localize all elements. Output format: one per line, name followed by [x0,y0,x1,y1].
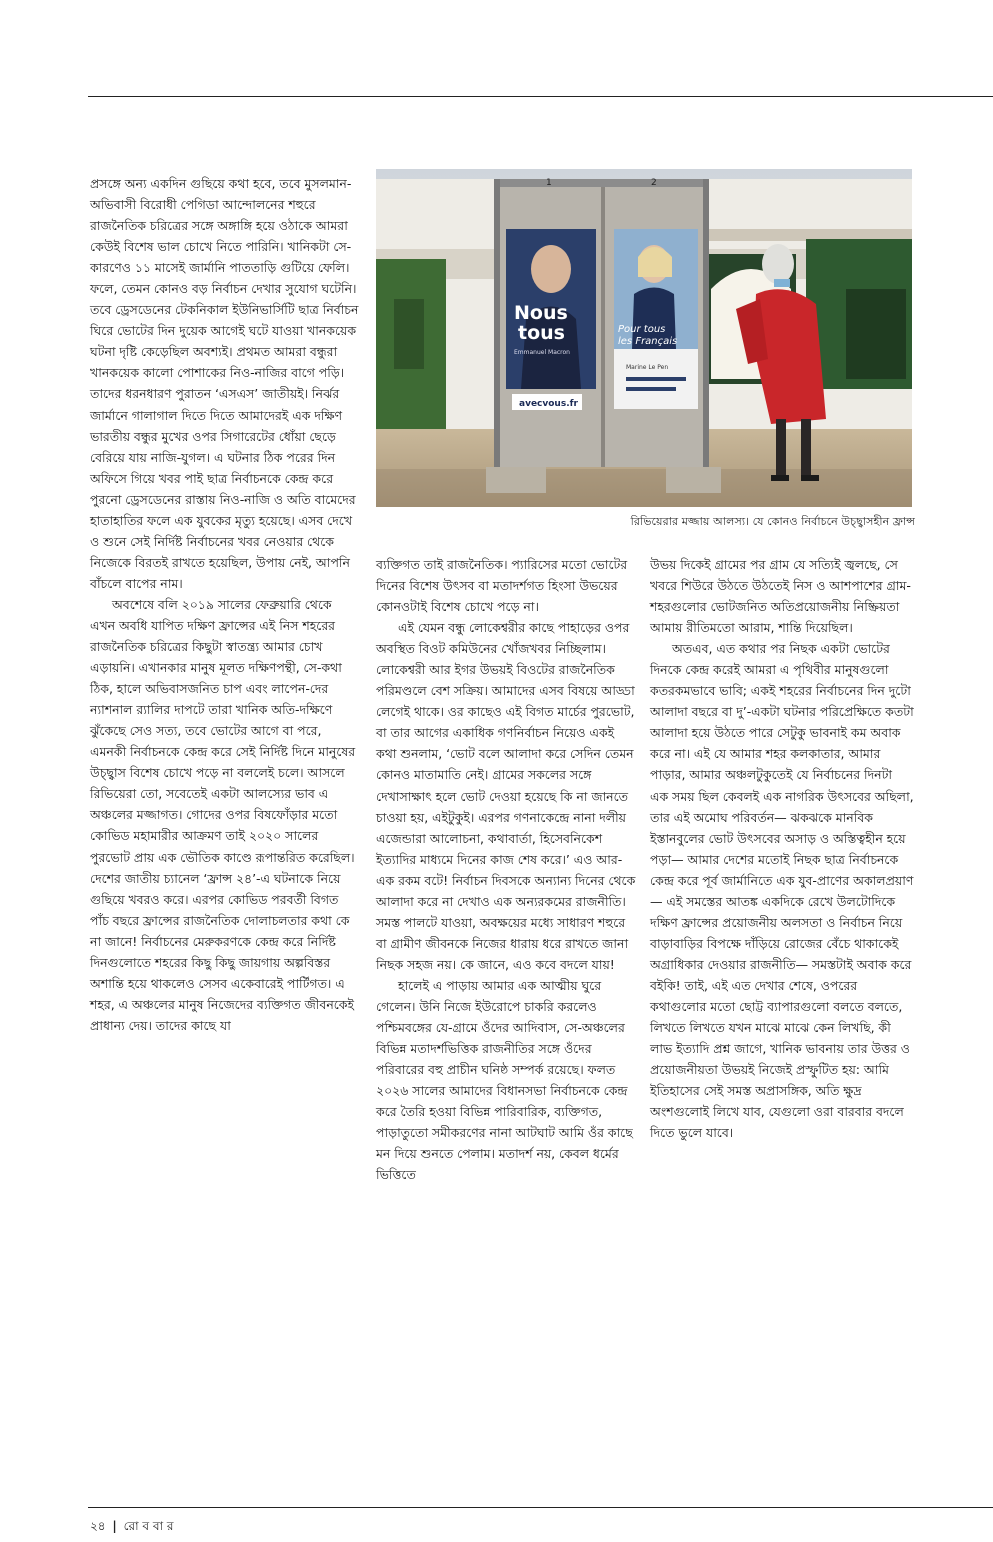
poster-right-slogan-line2: les Français [618,336,678,347]
publication-name: রো ব বা র [123,1519,174,1533]
footer-separator: | [112,1519,117,1533]
poster-slogan-line2: tous [518,322,565,344]
paragraph: এই যেমন বন্ধু লোকেশ্বরীর কাছে পাহাড়ের ওপর অবস্থিত বিওট কমিউনের খোঁজখবর নিচ্ছিলাম। লোকেশ্বরী আর ইগর উভয়ই বিওটের রাজনৈতিক পরিমণ্ডলে বেশ সক্রিয়। আমাদের এসব বিষয়ে আড্ডা লেগেই থাকে। ওর কাছেও এই বিগত মার্চের পুরভোট, বা তার আগের একাধিক গণনির্বাচন নিয়েও একই কথা শুনলাম, ‘ভোট বলে আলাদা করে সেদিন তেমন কোনও মাতামাতি নেই। গ্রামের সকলের সঙ্গে দেখাসাক্ষাৎ হলে ভোট দেওয়া হয়েছে কি না জানতে চাওয়া হয়, এইটুকুই। এরপর গণনাকেন্দ্রে নানা দলীয় এজেন্ডারা আলোচনা, কথাবার্তা, হিসেবনিকেশ ইত্যাদির মাধ্যমে দিনের কাজ শেষ করে।’ এও আর-এক রকম বটে! নির্বাচন দিবসকে অন্যান্য দিনের থেকে আলাদা করে না দেখাও এক অন্যরকমের রাজনীতি। সমস্ত পালটে যাওয়া, অবক্ষয়ের মধ্যে সাধারণ শহুরে বা গ্রামীণ জীবনকে নিজের ধারায় ধরে রাখতে জানা নিছক সহজ নয়। কে জানে, এও কবে বদলে যায়! [376,620,636,972]
paragraph: অতএব, এত কথার পর নিছক একটা ভোটের দিনকে কেন্দ্র করেই আমরা এ পৃথিবীর মানুষগুলো কতরকমভাবে ভাবি; একই শহরের নির্বাচনের দিন দুটো আলাদা বছরে বা দু’-একটা ঘটনার পরিপ্রেক্ষিতে কতটা আলাদা হয়ে উঠতে পারে সেটুকু ভাবনাই কম অবাক করে না। এই যে আমার শহর কলকাতার, আমার পাড়ার, আমার অঞ্চলটুকুতেই যে নির্বাচনের দিনটা এক সময় ছিল কেবলই এক নাগরিক উৎসবের অছিলা, তার এই অমোঘ পরিবর্তন— ঝকঝকে মানবিক ইস্তানবুলের ভোট উৎসবের অসাড় ও অস্তিত্বহীন হয়ে পড়া— আমার দেশের মতোই নিছক ছাত্র নির্বাচনকে কেন্দ্র করে পূর্ব জার্মানিতে এক যুব-প্রাণের অকালপ্রয়াণ— এই সমস্তের আতঙ্ক একদিকে রেখে উলটোদিকে দক্ষিণ ফ্রান্সের প্রয়োজনীয় অলসতা ও নির্বাচন নিয়ে বাড়াবাড়ির বিপক্ষে দাঁড়িয়ে রোজের বেঁচে থাকাকেই অগ্রাধিকার দেওয়ার রাজনীতি— সমস্তটাই অবাক করে বইকি! তাই, এই এত দেখার শেষে, ওপরের কথাগুলোর মতো ছোট্ট ব্যাপারগুলো বলতে বলতে, লিখতে লিখতে যখন মাঝে মাঝে কেন লিখছি, কী লাভ ইত্যাদি প্রশ্ন জাগে, খানিক ভাবনায় তার উত্তর ও প্রয়োজনীয়তা উভয়ই নিজেই প্রস্ফুটিত হয়: আমি ইতিহাসের সেই সমস্ত অপ্রাসঙ্গিক, অতি ক্ষুদ্র অংশগুলোই লিখে যাব, যেগুলো ওরা বারবার বদলে দিতে ভুলে যাবে। [650,641,914,1141]
article-column-1 [90,173,360,1036]
poster-right-slogan-line1: Pour tous [618,324,666,335]
paragraph: উভয় দিকেই গ্রামের পর গ্রাম যে সত্যিই জ্বলছে, সে খবরে শিউরে উঠতে উঠতেই নিস ও আশপাশের গ্রাম-শহরগুলোর ভোটজনিত অতিপ্রয়োজনীয় নিষ্ক্রিয়তা আমায় রীতিমতো আরাম, শান্তি দিয়েছিল। [650,557,911,636]
paragraph: ব্যক্তিগত তাই রাজনৈতিক। প্যারিসের মতো ভোটের দিনের বিশেষ উৎসব বা মতাদর্শগত হিংসা উভয়ের কোনওটাই বিশেষ চোখে পড়ে না। [376,557,628,615]
article-photo [376,169,912,507]
page-number: ২৪ [90,1519,106,1533]
paragraph: অবশেষে বলি ২০১৯ সালের ফেব্রুয়ারি থেকে এখন অবধি যাপিত দক্ষিণ ফ্রান্সের এই নিস শহরের রাজনৈতিক চরিত্রের কিছুটা স্বাতন্ত্র্য আমার চোখ এড়ায়নি। এখানকার মানুষ মূলত দক্ষিণপন্থী, সে-কথা ঠিক, হালে অভিবাসজনিত চাপ এবং লাপেন-দের ন্যাশনাল র‍্যালির দাপটে তারা খানিক অতি-দক্ষিণে ঝুঁকেছে সেও সত্য, তবে ভোটের আগে বা পরে, এমনকী নির্বাচনকে কেন্দ্র করে সেই নির্দিষ্ট দিনে মানুষের উচ্ছ্বাস বিশেষ চোখে পড়ে না বললেই চলে। আসলে রিভিয়েরা তো, সবেতেই একটা আলস্যের ভাব এ অঞ্চলের মজ্জাগত। গোদের ওপর বিষফোঁড়ার মতো কোভিড মহামারীর আক্রমণ তাই ২০২০ সালের পুরভোট প্রায় এক ভৌতিক কাণ্ডে রূপান্তরিত করেছিল। দেশের জাতীয় চ্যানেল ‘ফ্রান্স ২৪’-এ ঘটনাকে নিয়ে গুছিয়ে খবরও করে। এরপর কোভিড পরবর্তী বিগত পাঁচ বছরে ফ্রান্সের রাজনৈতিক দোলাচলতার কথা কে না জানে! নির্বাচনের মেরুকরণকে কেন্দ্র করে নির্দিষ্ট দিনগুলোতে শহরের কিছু কিছু জায়গায় অল্পবিস্তর অশান্তি হয়ে থাকলেও সেসব একেবারেই পার্টিগত। এ শহর, এ অঞ্চলের মানুষ নিজেদের ব্যক্তিগত জীবনকেই প্রাধান্য দেয়। তাদের কাছে যা [90,596,356,1033]
paragraph: প্রসঙ্গে অন্য একদিন গুছিয়ে কথা হবে, তবে মুসলমান-অভিবাসী বিরোধী পেগিডা আন্দোলনের শহুরে রাজনৈতিক চরিত্রের সঙ্গে অঙ্গাঙ্গি হয়ে ওঠাকে আমরা কেউই বিশেষ ভাল চোখে নিতে পারিনি। খানিকটা সে-কারণেও ১১ মাসেই জার্মানি পাততাড়ি গুটিয়ে ফেলি। ফলে, তেমন কোনও বড় নির্বাচন দেখার সুযোগ ঘটেনি। তবে ড্রেসডেনের টেকনিকাল ইউনিভার্সিটি ছাত্র নির্বাচন ঘিরে ভোটের দিন দুয়েক আগেই ঘটে যাওয়া খানকয়েক ঘটনা দৃষ্টি কেড়েছিল অবশ্যই। প্রথমত আমরা বন্ধুরা খানকয়েক কালো পোশাকের নিও-নাজির বাগে পড়ি। তাদের ধরনধারণ পুরাতন ‘এসএস’ জাতীয়ই। নির্ঝর জার্মানে গালাগাল দিতে দিতে আমাদেরই এক দক্ষিণ ভারতীয় বন্ধুর মুখের ওপর সিগারেটের ধোঁয়া ছেড়ে বেরিয়ে যায় নাজি-যুগল। এ ঘটনার ঠিক পরের দিন অফিসে গিয়ে খবর পাই ছাত্র নির্বাচনকে কেন্দ্র করে পুরনো ড্রেসডেনের রাস্তায় নিও-নাজি ও অতি বামেদের হাতাহাতির ফলে এক যুবকের মৃত্যু হয়েছে। এসব দেখে ও শুনে সেই নির্দিষ্ট নির্বাচনের খবর নেওয়ার থেকে নিজেকে বিরতই রাখতে হয়েছিল, উপায় নেই, আপনি বাঁচলে বাপের নাম। [90,176,359,591]
poster-slogan-line1: Nous [514,302,568,324]
paragraph: হালেই এ পাড়ায় আমার এক আত্মীয় ঘুরে গেলেন। উনি নিজে ইউরোপে চাকরি করলেও পশ্চিমবঙ্গের যে-গ্রামে ওঁদের আদিবাস, সে-অঞ্চলের বিভিন্ন মতাদর্শভিত্তিক রাজনীতির সঙ্গে ওঁদের পরিবারের বহু প্রাচীন ঘনিষ্ঠ সম্পর্ক রয়েছে। ফলত ২০২৬ সালের আমাদের বিধানসভা নির্বাচনকে কেন্দ্র করে তৈরি হওয়া বিভিন্ন পারিবারিক, ব্যক্তিগত, পাড়াতুতো সমীকরণের নানা আটঘাট আমি ওঁর কাছে মন দিয়ে শুনতে পেলাম। মতাদর্শ নয়, কেবল ধর্মের ভিত্তিতে [376,977,633,1183]
poster-website: avecvous.fr [519,399,578,409]
article-column-3 [650,554,914,1143]
photo-caption: রিভিয়েরার মজ্জায় আলস্য। যে কোনও নির্বাচনে উচ্ছ্বাসহীন ফ্রান্স [630,515,915,528]
top-rule [88,96,993,97]
poster-right-candidate: Marine Le Pen [626,364,669,371]
panel-number-1: 1 [546,178,552,188]
page-footer [90,1518,173,1538]
bottom-rule [88,1507,993,1508]
article-column-2 [376,554,638,1185]
panel-number-2: 2 [651,178,657,188]
poster-candidate-name: Emmanuel Macron [514,349,570,356]
